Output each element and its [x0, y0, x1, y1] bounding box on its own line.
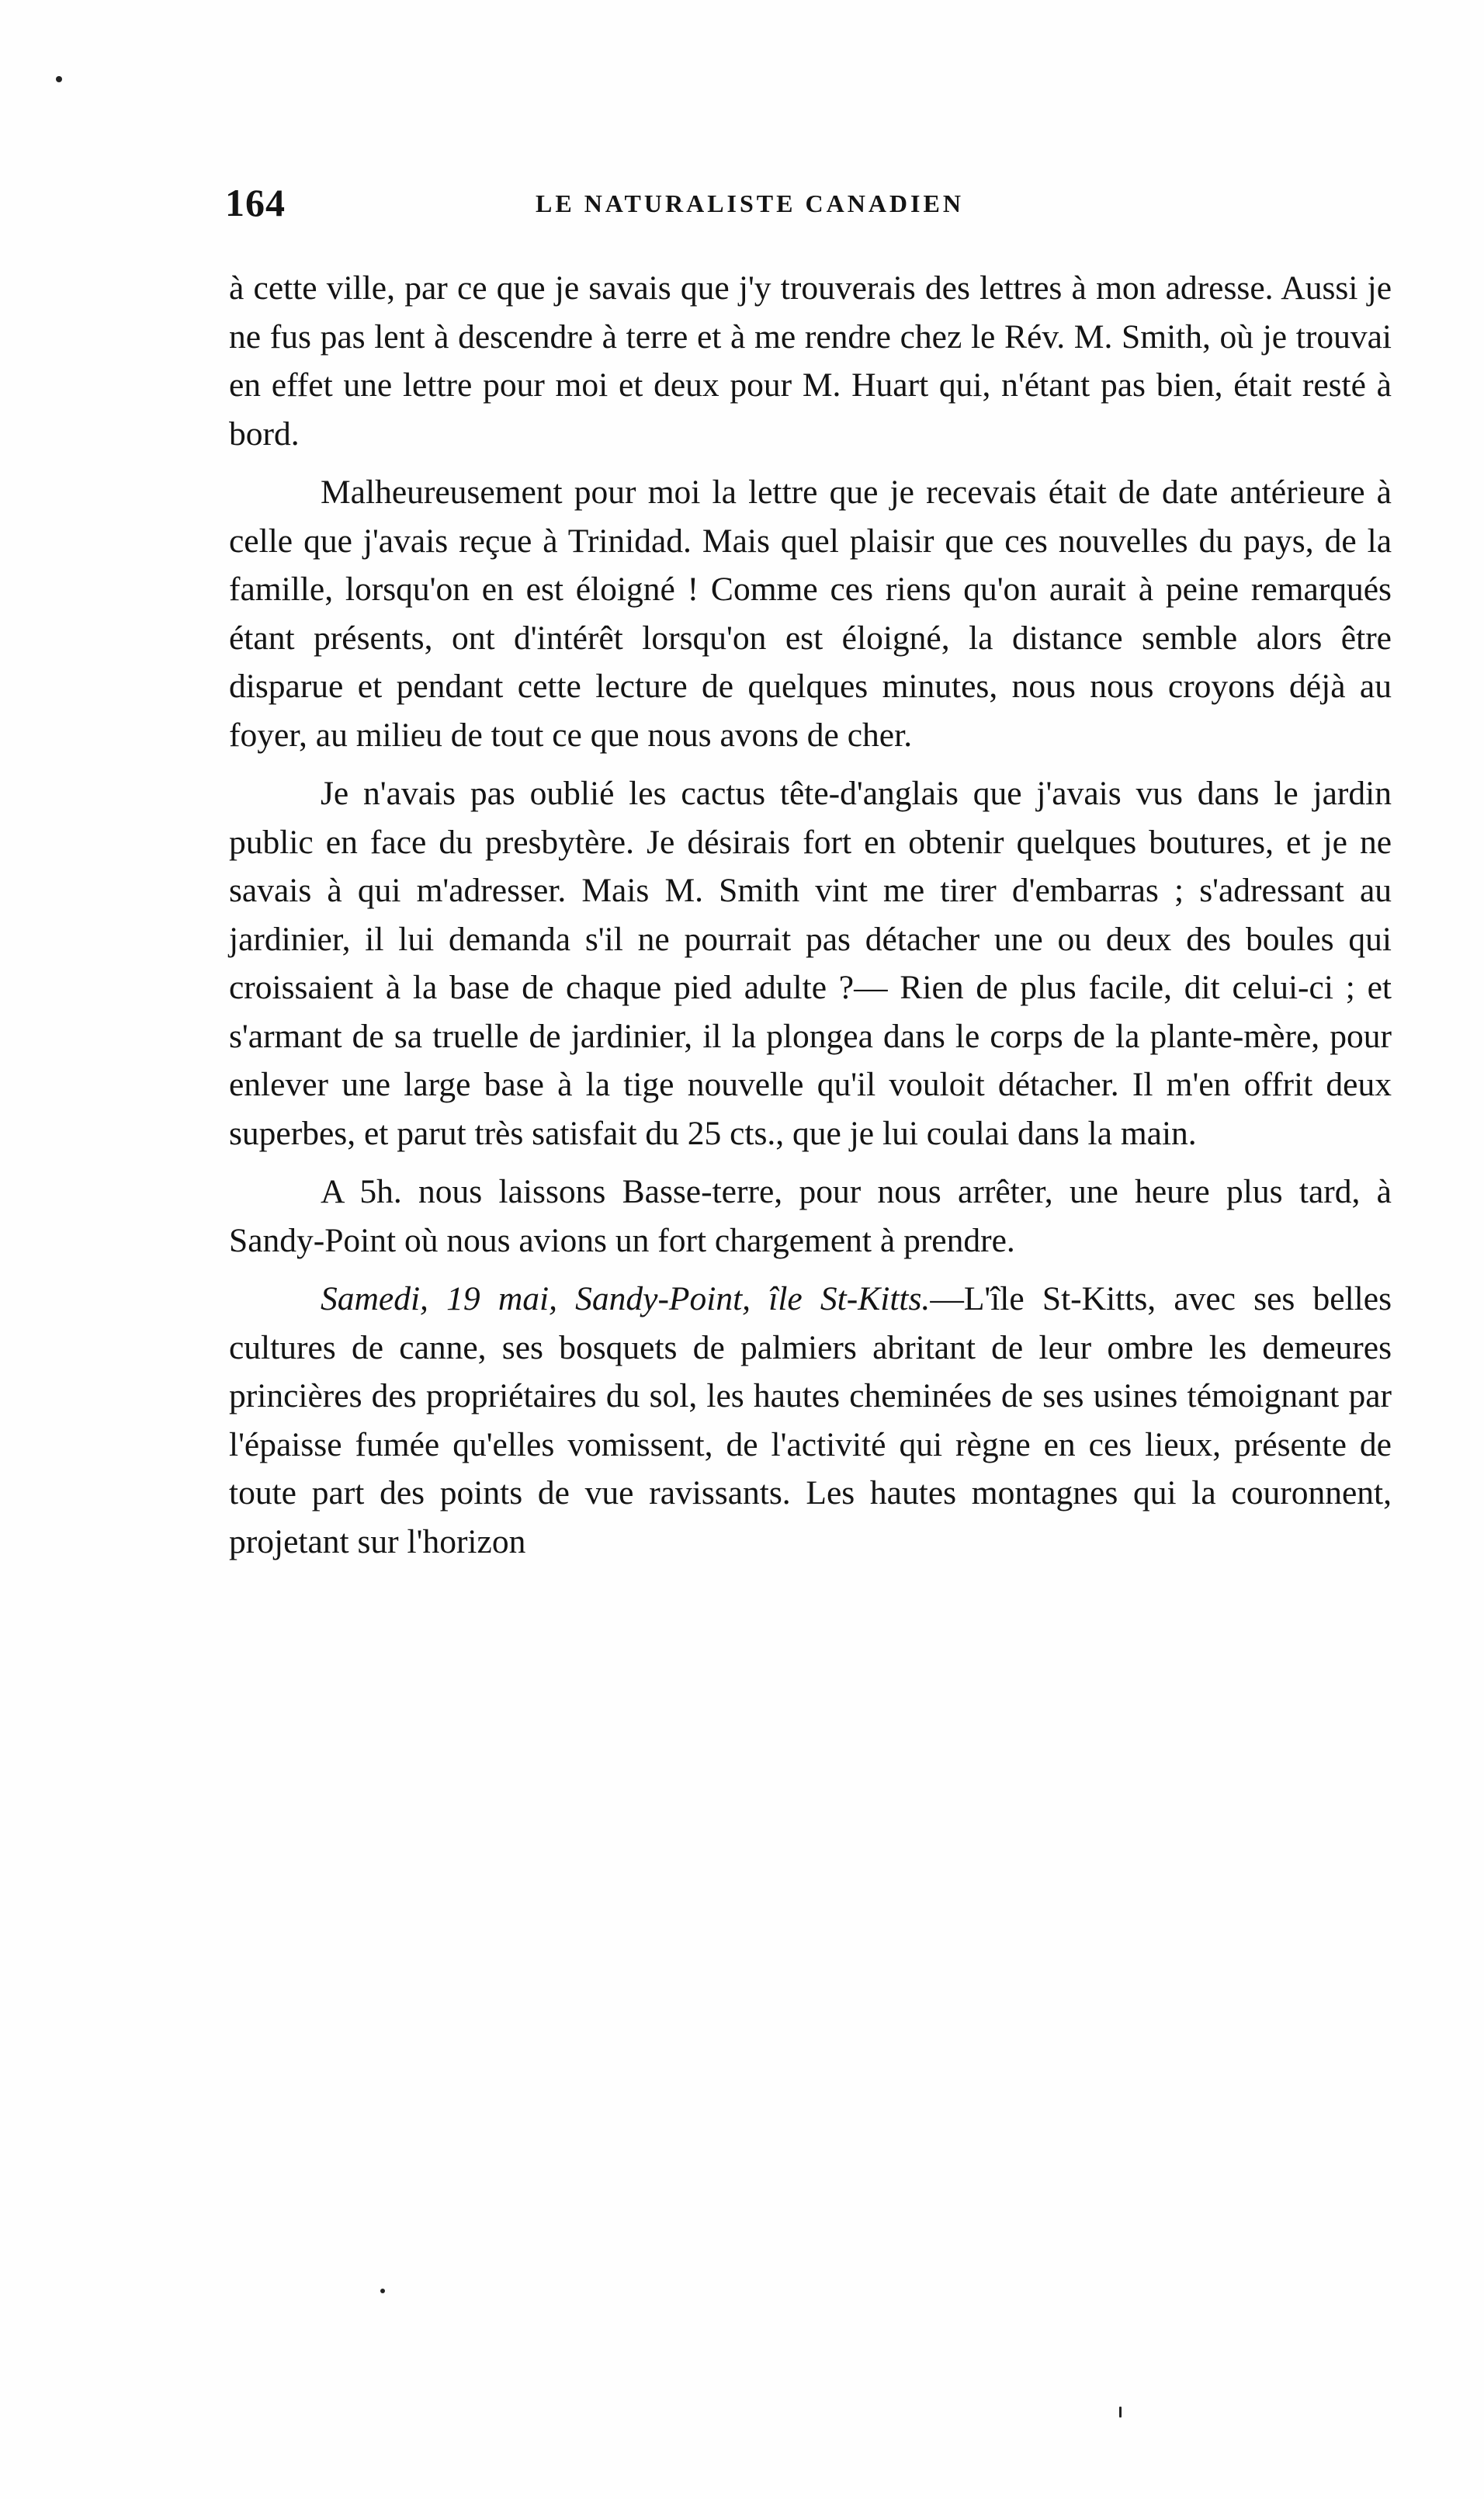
diary-date-line: Samedi, 19 mai, Sandy-Point, île St-Kitts.	[321, 1280, 931, 1317]
margin-speck	[56, 76, 62, 82]
paragraph-1: à cette ville, par ce que je savais que j'y trouverais des lettres à mon adresse. Aussi je ne fus pas lent à descendre à terre et à me rendre chez le Rév. M. Smith, où je trouvai en effet une lettre pour moi et deux pour M. Huart qui, n'étant pas bien, était resté à bord.	[229, 269, 1392, 453]
paragraph-3: Je n'avais pas oublié les cactus tête-d'anglais que j'avais vus dans le jardin public en face du presbytère. Je désirais fort en obtenir quelques boutures, et je ne savais à qui m'adresser. Mais M. Smith vint me tirer d'embarras ; s'adressant au jardinier, il lui demanda s'il ne pourrait pas détacher une ou deux des boules qui croissaient à la base de chaque pied adulte ?— Rien de plus facile, dit celui-ci ; et s'armant de sa truelle de jardinier, il la plongea dans le corps de la plante-mère, pour enlever une large base à la tige nouvelle qu'il vouloit détacher. Il m'en offrit deux superbes, et parut très satisfait du 25 cts., que je lui coulai dans la main.	[229, 775, 1392, 1152]
paragraph-5-text: —L'île St-Kitts, avec ses belles cultures de canne, ses bosquets de palmiers abritant de leur ombre les demeures princières des propriétaires du sol, les hautes cheminées de ses usines témoignant par l'épaisse fumée qu'elles vomissent, de l'activité qui règne en ces lieux, présente de toute part des points de vue ravissants. Les hautes montagnes qui la couronnent, projetant sur l'horizon	[229, 1280, 1392, 1560]
paragraph-4: A 5h. nous laissons Basse-terre, pour nous arrêter, une heure plus tard, à Sandy-Point où nous avions un fort chargement à prendre.	[229, 1173, 1392, 1259]
paragraph-2: Malheureusement pour moi la lettre que je recevais était de date antérieure à celle que j'avais reçue à Trinidad. Mais quel plaisir que ces nouvelles du pays, de la famille, lorsqu'on en est éloigné ! Comme ces riens qu'on aurait à peine remarqués étant présents, ont d'intérêt lorsqu'on est éloigné, la distance semble alors être disparue et pendant cette lecture de quelques minutes, nous nous croyons déjà au foyer, au milieu de tout ce que nous avons de cher.	[229, 474, 1392, 754]
paragraph-5	[229, 1275, 1392, 1566]
margin-speck	[1119, 2407, 1122, 2417]
margin-speck	[380, 2289, 385, 2293]
page-number: 164	[225, 181, 286, 224]
page-header	[225, 180, 1382, 234]
body-text	[229, 264, 1392, 1566]
running-title: LE NATURALISTE CANADIEN	[536, 189, 964, 217]
